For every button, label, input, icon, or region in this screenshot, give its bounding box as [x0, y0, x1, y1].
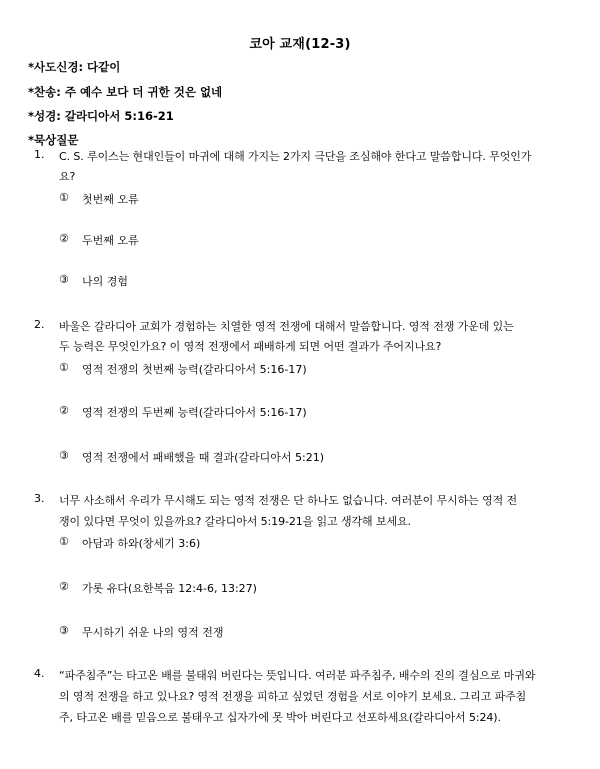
question-2-number: 2.	[34, 318, 45, 331]
question-2-option-1-text: 영적 전쟁의 첫번째 능력(갈라디아서 5:16-17)	[82, 363, 307, 376]
question-1-option-2-text: 두번째 오류	[82, 234, 139, 247]
question-2-option-3-mark: ③	[59, 449, 69, 462]
question-2-option-2-mark: ②	[59, 404, 69, 417]
question-1-option-1-mark: ①	[59, 191, 69, 204]
question-3-option-1-text: 아담과 하와(창세기 3:6)	[82, 537, 201, 550]
question-2-line-2: 두 능력은 무엇인가요? 이 영적 전쟁에서 패배하게 되면 어떤 결과가 주어지나요?	[59, 340, 442, 353]
question-1-line-2: 요?	[59, 170, 76, 183]
question-3-option-3-mark: ③	[59, 624, 69, 637]
question-2-option-3-text: 영적 전쟁에서 패배했을 때 결과(갈라디아서 5:21)	[82, 451, 325, 464]
question-1-option-1-text: 첫번째 오류	[82, 193, 139, 206]
document-title: 코아 교재(12-3)	[249, 37, 351, 52]
question-3-option-1-mark: ①	[59, 535, 69, 548]
meditation-heading: *묵상질문	[28, 133, 79, 147]
question-2-option-2-text: 영적 전쟁의 두번째 능력(갈라디아서 5:16-17)	[82, 406, 307, 419]
question-4-number: 4.	[34, 667, 45, 680]
question-1-option-3-mark: ③	[59, 273, 69, 286]
hymn-line: *찬송: 주 예수 보다 더 귀한 것은 없네	[28, 85, 223, 99]
question-4-line-1: “파주침주”는 타고온 배를 불태워 버린다는 뜻입니다. 여러분 파주침주, 배수의 진의 결심으로 마귀와	[59, 669, 536, 682]
question-4-line-2: 의 영적 전쟁을 하고 있나요? 영적 전쟁을 피하고 싶었던 경험을 서로 이야기 보세요. 그리고 파주침	[59, 690, 527, 703]
question-4-line-3: 주, 타고온 배를 믿음으로 불태우고 십자가에 못 박아 버린다고 선포하세요(갈라디아서 5:24).	[59, 711, 501, 724]
question-3-line-2: 쟁이 있다면 무엇이 있을까요? 갈라디아서 5:19-21을 읽고 생각해 보세요.	[59, 515, 411, 528]
question-1-option-2-mark: ②	[59, 232, 69, 245]
question-1-number: 1.	[34, 148, 45, 161]
question-3-line-1: 너무 사소해서 우리가 무시해도 되는 영적 전쟁은 단 하나도 없습니다. 여러분이 무시하는 영적 전	[59, 494, 518, 507]
question-3-number: 3.	[34, 492, 45, 505]
question-3-option-2-mark: ②	[59, 580, 69, 593]
question-2-option-1-mark: ①	[59, 361, 69, 374]
question-2-line-1: 바울은 갈라디아 교회가 경험하는 치열한 영적 전쟁에 대해서 말씀합니다. 영적 전쟁 가운데 있는	[59, 320, 514, 333]
question-3-option-2-text: 가롯 유다(요한복음 12:4-6, 13:27)	[82, 582, 257, 595]
creed-line: *사도신경: 다같이	[28, 60, 121, 74]
question-1-line-1: C. S. 루이스는 현대인들이 마귀에 대해 가지는 2가지 극단을 조심해야 한다고 말씀합니다. 무엇인가	[59, 150, 532, 163]
question-3-option-3-text: 무시하기 쉬운 나의 영적 전쟁	[82, 626, 224, 639]
question-1-option-3-text: 나의 경험	[82, 275, 129, 288]
scripture-line: *성경: 갈라디아서 5:16-21	[28, 109, 174, 123]
